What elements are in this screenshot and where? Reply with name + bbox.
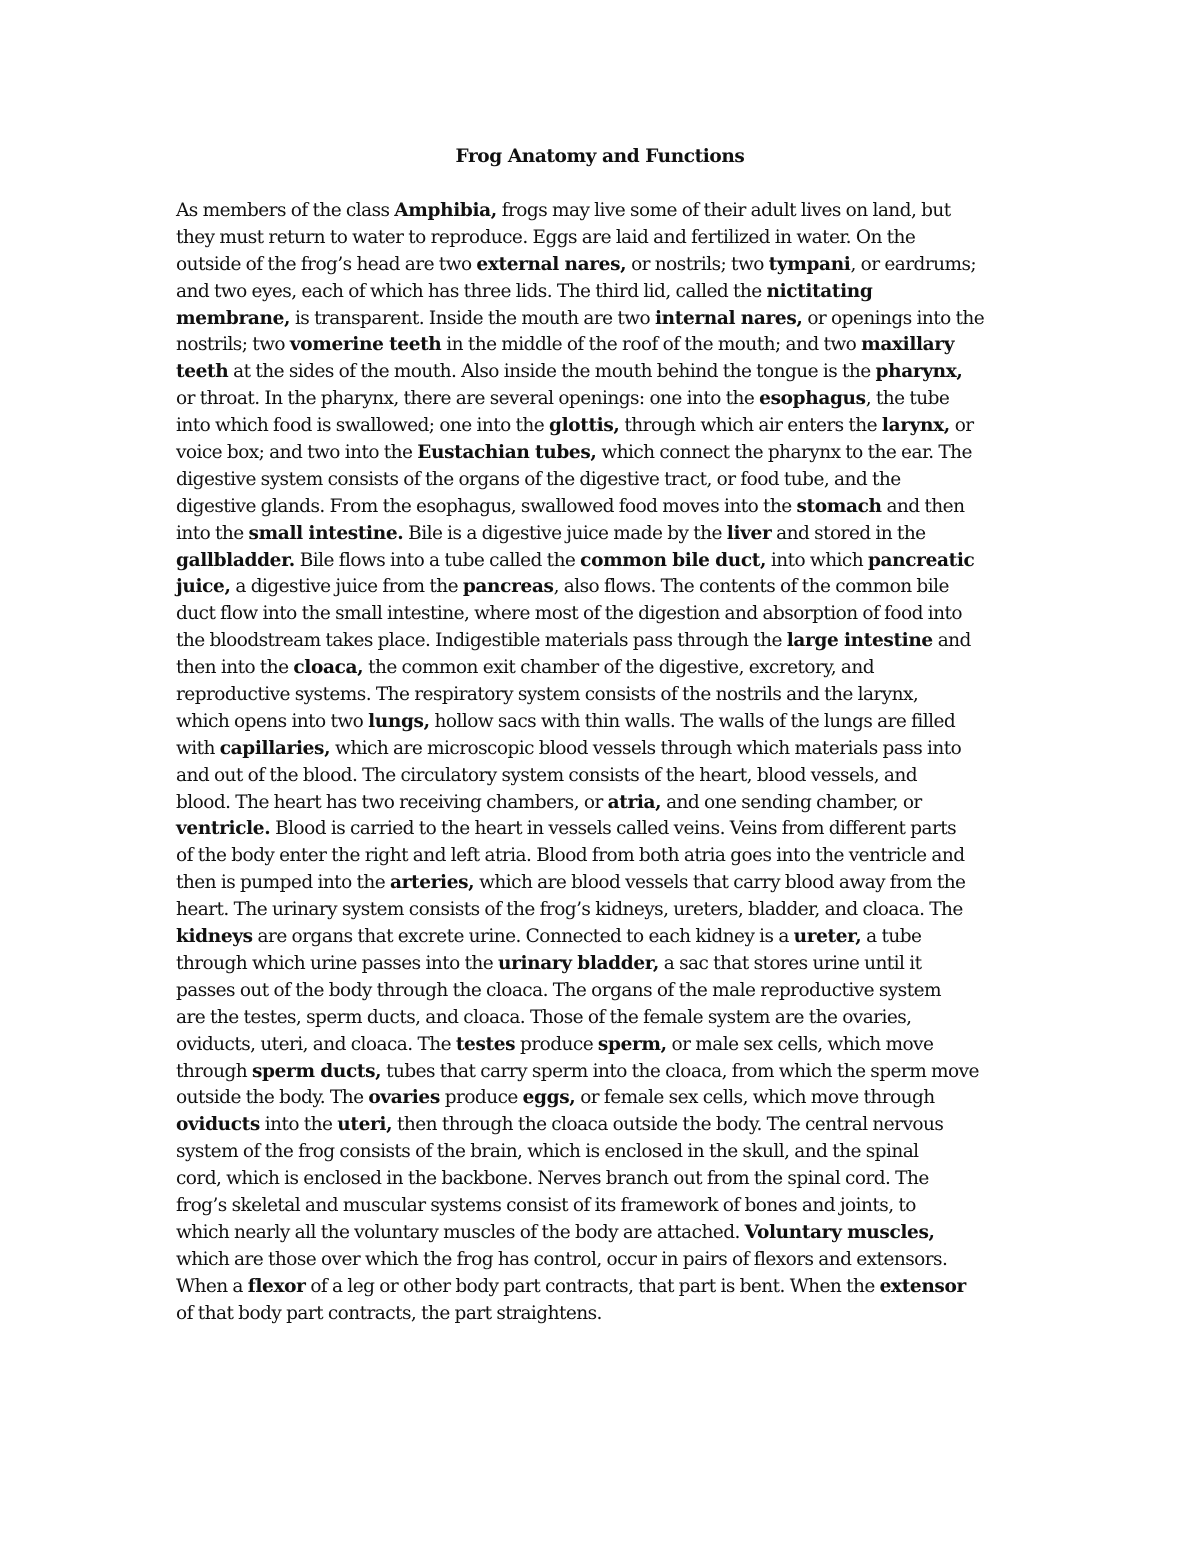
bold-term: pharynx, — [875, 361, 963, 383]
bold-term: pancreas — [462, 576, 554, 598]
bold-term: Voluntary muscles, — [744, 1221, 935, 1243]
text-run: they must return to water to reproduce. Eggs are laid and fertilized in water. On the — [176, 226, 916, 248]
text-run: of a leg or other body part contracts, that part is bent. When the — [305, 1275, 880, 1297]
body-line — [176, 816, 1029, 843]
bold-term: eggs, — [522, 1087, 576, 1109]
text-run: , the tube — [865, 388, 950, 410]
text-run: which opens into two — [176, 710, 369, 732]
bold-term: vomerine teeth — [289, 334, 442, 356]
text-run: system of the frog consists of the brain, which is enclosed in the skull, and the spinal — [176, 1141, 919, 1163]
text-run: or male sex cells, which move — [666, 1033, 934, 1055]
text-run: blood. The heart has two receiving chambers, or — [176, 791, 608, 813]
text-run: or throat. In the pharynx, there are several openings: one into the — [176, 388, 760, 410]
body-line — [176, 306, 1029, 333]
bold-term: gallbladder. — [176, 549, 295, 571]
text-run: into the — [176, 522, 249, 544]
body-line — [176, 440, 1029, 467]
body-line — [176, 548, 1029, 575]
text-run: which are microscopic blood vessels through which materials pass into — [330, 737, 962, 759]
body-line — [176, 601, 1029, 628]
bold-term: internal nares, — [654, 307, 803, 329]
text-run: is transparent. Inside the mouth are two — [290, 307, 655, 329]
bold-term: small intestine. — [248, 522, 404, 544]
bold-term: extensor — [879, 1275, 966, 1297]
bold-term: testes — [455, 1033, 516, 1055]
body-line — [176, 198, 1029, 225]
bold-term: flexor — [247, 1275, 306, 1297]
text-run: through which urine passes into the — [176, 952, 498, 974]
body-line — [176, 763, 1029, 790]
bold-term: sperm ducts, — [251, 1060, 382, 1082]
document-title: Frog Anatomy and Functions — [455, 146, 745, 167]
body-line — [176, 413, 1029, 440]
body-line — [176, 1112, 1029, 1139]
text-run: which are those over which the frog has control, occur in pairs of flexors and extensors. — [176, 1248, 948, 1270]
text-run: which connect the pharynx to the ear. The — [596, 442, 972, 464]
body-line — [176, 709, 1029, 736]
text-run: into the — [259, 1114, 338, 1136]
text-run: frogs may live some of their adult lives on land, but — [496, 200, 951, 221]
text-run: Bile is a digestive juice made by the — [403, 522, 727, 544]
body-line — [176, 1247, 1029, 1274]
bold-term: ureter, — [793, 926, 862, 948]
bold-term: urinary bladder, — [497, 952, 659, 974]
document-body — [176, 198, 1029, 1327]
bold-term: capillaries, — [219, 737, 331, 759]
text-run: digestive glands. From the esophagus, swallowed food moves into the — [176, 495, 797, 517]
text-run: into which food is swallowed; one into the — [176, 415, 550, 437]
text-run: nostrils; two — [176, 334, 290, 356]
text-run: the bloodstream takes place. Indigestible materials pass through the — [176, 630, 787, 652]
body-line — [176, 978, 1029, 1005]
text-run: outside of the frog’s head are two — [176, 253, 477, 275]
bold-term: membrane, — [176, 307, 291, 329]
text-run: , or eardrums; — [850, 253, 977, 275]
body-line — [176, 1301, 1029, 1328]
body-line — [176, 279, 1029, 306]
text-run: are the testes, sperm ducts, and cloaca. Those of the female system are the ovaries, — [176, 1006, 912, 1028]
text-run: oviducts, uteri, and cloaca. The — [176, 1033, 456, 1055]
bold-term: uteri, — [337, 1114, 393, 1136]
bold-term: lungs, — [368, 710, 430, 732]
bold-term: cloaca, — [293, 657, 364, 679]
body-line — [176, 924, 1029, 951]
body-line — [176, 359, 1029, 386]
bold-term: ovaries — [368, 1087, 440, 1109]
body-line — [176, 386, 1029, 413]
bold-term: liver — [726, 522, 772, 544]
text-run: through — [176, 1060, 252, 1082]
body-line — [176, 655, 1029, 682]
text-run: and two eyes, each of which has three lids. The third lid, called the — [176, 280, 767, 302]
text-run: Blood is carried to the heart in vessels called veins. Veins from different parts — [270, 818, 957, 840]
text-run: into which — [766, 549, 868, 571]
text-run: or female sex cells, which move through — [575, 1087, 935, 1109]
bold-term: external nares, — [476, 253, 627, 275]
body-line — [176, 332, 1029, 359]
text-run: produce — [515, 1033, 598, 1055]
text-run: are organs that excrete urine. Connected to each kidney is a — [252, 926, 794, 948]
body-line — [176, 1166, 1029, 1193]
bold-term: esophagus — [759, 388, 866, 410]
bold-term: juice, — [176, 576, 231, 598]
text-run: and — [932, 630, 971, 652]
text-run: a tube — [861, 926, 922, 948]
text-run: the common exit chamber of the digestive, excretory, and — [363, 657, 875, 679]
text-run: hollow sacs with thin walls. The walls of the lungs are filled — [429, 710, 956, 732]
bold-term: atria, — [607, 791, 662, 813]
text-run: As members of the class — [176, 200, 395, 221]
body-line — [176, 897, 1029, 924]
text-run: cord, which is enclosed in the backbone. Nerves branch out from the spinal cord. The — [176, 1168, 929, 1190]
text-run: at the sides of the mouth. Also inside the mouth behind the tongue is the — [228, 361, 876, 383]
text-run: produce — [439, 1087, 523, 1109]
text-run: duct flow into the small intestine, where most of the digestion and absorption of food into — [176, 603, 962, 625]
text-run: digestive system consists of the organs of the digestive tract, or food tube, and the — [176, 468, 901, 490]
text-run: which are blood vessels that carry blood away from the — [474, 872, 966, 894]
body-line — [176, 1032, 1029, 1059]
bold-term: Amphibia, — [394, 200, 497, 221]
text-run: or — [949, 415, 974, 437]
text-run: and then — [881, 495, 965, 517]
body-line — [176, 574, 1029, 601]
bold-term: pancreatic — [867, 549, 975, 571]
text-run: outside the body. The — [176, 1087, 369, 1109]
body-line — [176, 951, 1029, 978]
bold-term: ventricle. — [176, 818, 271, 840]
text-run: a digestive juice from the — [230, 576, 463, 598]
text-run: and out of the blood. The circulatory system consists of the heart, blood vessels, and — [176, 764, 917, 786]
body-line — [176, 1005, 1029, 1032]
bold-term: nictitating — [766, 280, 873, 302]
body-line — [176, 736, 1029, 763]
body-line — [176, 1085, 1029, 1112]
bold-term: stomach — [796, 495, 882, 517]
text-run: or openings into the — [802, 307, 985, 329]
bold-term: tympani — [768, 253, 851, 275]
text-run: voice box; and two into the — [176, 442, 418, 464]
text-run: with — [176, 737, 220, 759]
text-run: of the body enter the right and left atria. Blood from both atria goes into the ventricle and — [176, 845, 965, 867]
body-line — [176, 252, 1029, 279]
body-line — [176, 1274, 1029, 1301]
bold-term: oviducts — [176, 1114, 260, 1136]
text-run: or nostrils; two — [626, 253, 769, 275]
text-run: of that body part contracts, the part straightens. — [176, 1302, 602, 1324]
bold-term: larynx, — [881, 415, 950, 437]
text-run: frog’s skeletal and muscular systems consist of its framework of bones and joints, to — [176, 1194, 916, 1216]
text-run: and one sending chamber, or — [661, 791, 922, 813]
bold-term: common bile duct, — [580, 549, 767, 571]
text-run: then is pumped into the — [176, 872, 390, 894]
text-run: Bile flows into a tube called the — [294, 549, 581, 571]
body-line — [176, 494, 1029, 521]
body-line — [176, 225, 1029, 252]
text-run: and stored in the — [771, 522, 926, 544]
bold-term: teeth — [176, 361, 229, 383]
text-run: which nearly all the voluntary muscles of the body are attached. — [176, 1221, 745, 1243]
body-line — [176, 870, 1029, 897]
body-line — [176, 843, 1029, 870]
body-line — [176, 628, 1029, 655]
bold-term: kidneys — [176, 926, 253, 948]
text-run: in the middle of the roof of the mouth; and two — [441, 334, 862, 356]
text-run: When a — [176, 1275, 248, 1297]
body-line — [176, 1059, 1029, 1086]
text-run: through which air enters the — [619, 415, 882, 437]
text-run: then through the cloaca outside the body. The central nervous — [392, 1114, 944, 1136]
bold-term: Eustachian tubes, — [417, 442, 597, 464]
body-line — [176, 1220, 1029, 1247]
bold-term: glottis, — [549, 415, 620, 437]
body-line — [176, 790, 1029, 817]
bold-term: sperm, — [597, 1033, 667, 1055]
body-line — [176, 1193, 1029, 1220]
text-run: then into the — [176, 657, 294, 679]
bold-term: large intestine — [786, 630, 933, 652]
body-line — [176, 467, 1029, 494]
body-line — [176, 521, 1029, 548]
text-run: , also flows. The contents of the common bile — [553, 576, 949, 598]
text-run: a sac that stores urine until it — [658, 952, 922, 974]
bold-term: arteries, — [389, 872, 475, 894]
text-run: heart. The urinary system consists of the frog’s kidneys, ureters, bladder, and cloaca. The — [176, 899, 963, 921]
bold-term: maxillary — [861, 334, 955, 356]
body-line — [176, 682, 1029, 709]
text-run: reproductive systems. The respiratory system consists of the nostrils and the larynx, — [176, 684, 919, 706]
text-run: passes out of the body through the cloaca. The organs of the male reproductive system — [176, 979, 941, 1001]
text-run: tubes that carry sperm into the cloaca, from which the sperm move — [381, 1060, 979, 1082]
body-line — [176, 1139, 1029, 1166]
